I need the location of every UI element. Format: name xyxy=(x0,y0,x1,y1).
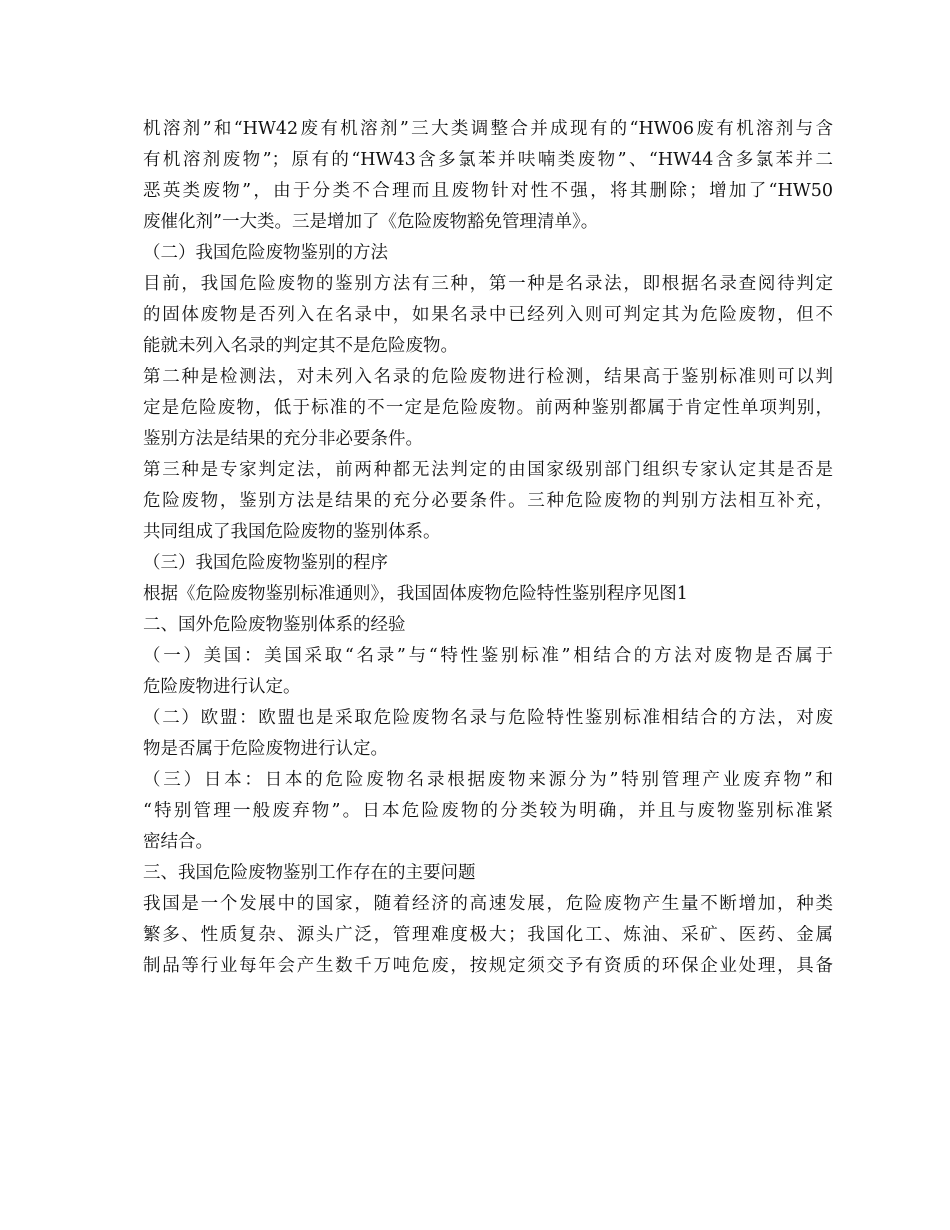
text-line: 有机溶剂废物”；原有的“HW43含多氯苯并呋喃类废物”、“HW44含多氯苯并二 xyxy=(143,150,833,170)
text-line: 我国是一个发展中的国家，随着经济的高速发展，危险废物产生量不断增加，种类 xyxy=(143,894,833,914)
text-line: 第二种是检测法，对未列入名录的危险废物进行检测，结果高于鉴别标准则可以判 xyxy=(143,367,833,387)
section-heading: （三）我国危险废物鉴别的程序 xyxy=(143,553,388,573)
section-heading: （二）我国危险废物鉴别的方法 xyxy=(143,243,388,263)
text-line: 定是危险废物，低于标准的不一定是危险废物。前两种鉴别都属于肯定性单项判别， xyxy=(143,398,833,418)
text-line: 共同组成了我国危险废物的鉴别体系。 xyxy=(143,522,441,542)
text-line: 能就未列入名录的判定其不是危险废物。 xyxy=(143,336,458,356)
text-line: 根据《危险废物鉴别标准通则》，我国固体废物危险特性鉴别程序见图1 xyxy=(143,584,688,604)
document-body xyxy=(143,114,833,982)
text-line: 的固体废物是否列入在名录中，如果名录中已经列入则可判定其为危险废物，但不 xyxy=(143,305,833,325)
text-line: 第三种是专家判定法，前两种都无法判定的由国家级别部门组织专家认定其是否是 xyxy=(143,460,833,480)
text-line: 鉴别方法是结果的充分非必要条件。 xyxy=(143,429,423,449)
section-heading: 三、我国危险废物鉴别工作存在的主要问题 xyxy=(143,863,476,883)
text-line: “特别管理一般废弃物”。日本危险废物的分类较为明确，并且与废物鉴别标准紧 xyxy=(143,801,833,821)
section-heading: 二、国外危险废物鉴别体系的经验 xyxy=(143,615,406,635)
text-line: （二）欧盟：欧盟也是采取危险废物名录与危险特性鉴别标准相结合的方法，对废 xyxy=(143,708,833,728)
text-line: 繁多、性质复杂、源头广泛，管理难度极大；我国化工、炼油、采矿、医药、金属 xyxy=(143,925,833,945)
text-line: （三）日本：日本的危险废物名录根据废物来源分为”特别管理产业废弃物”和 xyxy=(143,770,833,790)
text-line: 密结合。 xyxy=(143,832,213,852)
text-line: （一）美国：美国采取“名录”与“特性鉴别标准”相结合的方法对废物是否属于 xyxy=(143,646,833,666)
text-line: 危险废物，鉴别方法是结果的充分必要条件。三种危险废物的判别方法相互补充， xyxy=(143,491,833,511)
text-line: 目前，我国危险废物的鉴别方法有三种，第一种是名录法，即根据名录查阅待判定 xyxy=(143,274,833,294)
text-line: 恶英类废物”，由于分类不合理而且废物针对性不强，将其删除；增加了“HW50 xyxy=(143,181,833,201)
text-line: 危险废物进行认定。 xyxy=(143,677,301,697)
text-line: 机溶剂”和“HW42废有机溶剂”三大类调整合并成现有的“HW06废有机溶剂与含 xyxy=(143,119,833,139)
text-line: 制品等行业每年会产生数千万吨危废，按规定须交予有资质的环保企业处理，具备 xyxy=(143,956,833,976)
text-line: 物是否属于危险废物进行认定。 xyxy=(143,739,388,759)
text-line: 废催化剂”一大类。三是增加了《危险废物豁免管理清单》。 xyxy=(143,212,599,232)
